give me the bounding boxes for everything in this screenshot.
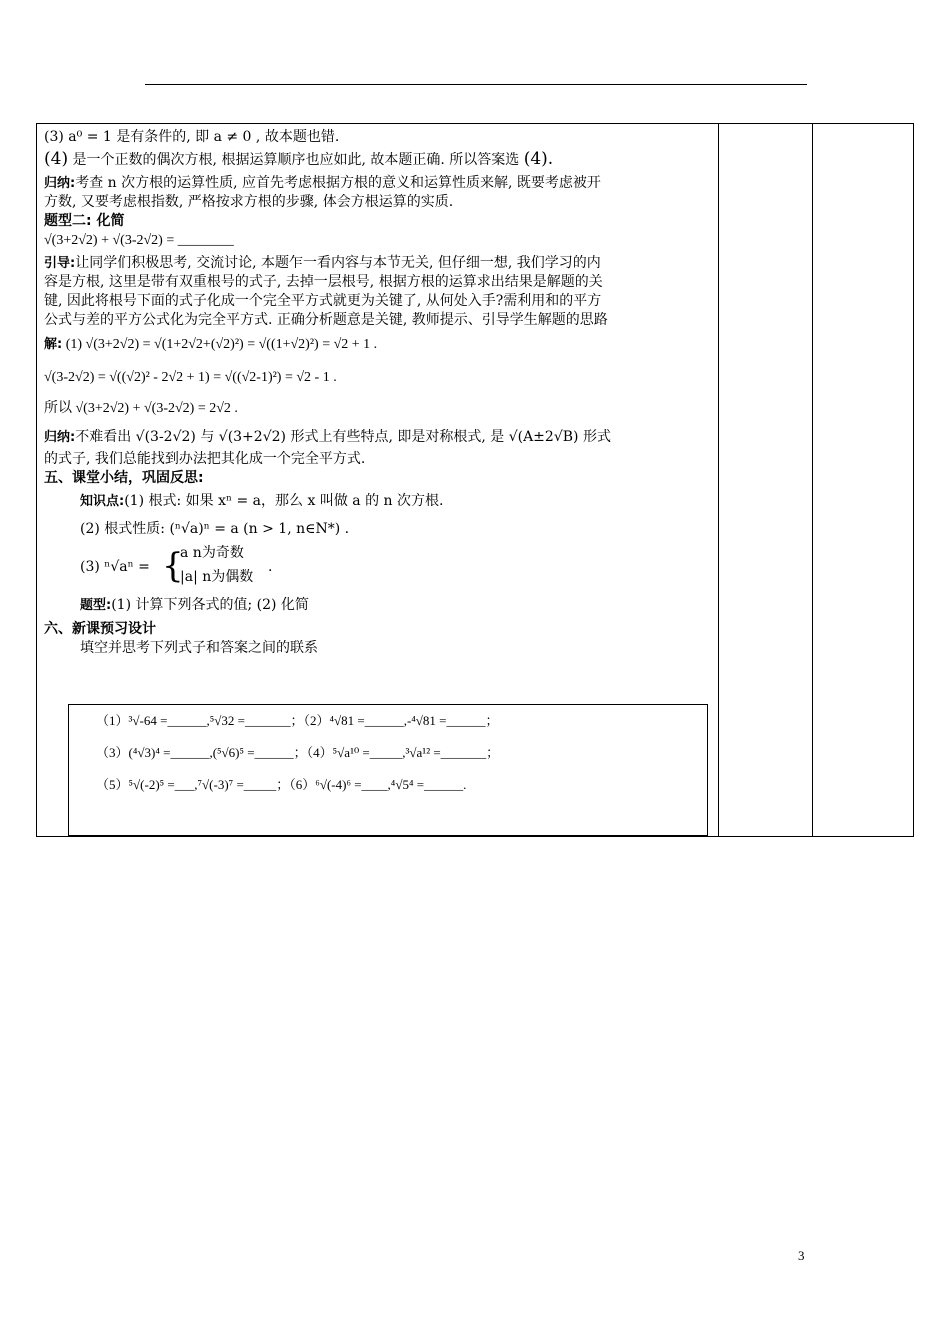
text-span: (1) 计算下列各式的值; (2) 化简	[111, 597, 309, 613]
section-title: 题型二: 化简	[44, 213, 125, 229]
text-line: 键, 因此将根号下面的式子化成一个完全平方式就更为关键了, 从何处入手?需利用和的平方	[44, 293, 602, 309]
text-span: 是一个正数的偶次方根, 根据运算顺序也应如此, 故本题正确. 所以答案选	[72, 152, 520, 168]
exercise-row: （1）³√-64 =______,⁵√32 =_______；（2）⁴√81 =______,-⁴√81 =______；	[96, 713, 499, 728]
text-span: 让同学们积极思考, 交流讨论, 本题乍一看内容与本节无关, 但仔细一想, 我们学习的内	[75, 255, 601, 271]
text-span: 考查 n 次方根的运算性质, 应首先考虑根据方根的意义和运算性质来解, 既要考虑被开	[75, 175, 601, 191]
text-span: 不难看出 √(3-2√2) 与 √(3+2√2) 形式上有些特点, 即是对称根式, 是 √(A±2√B) 形式	[75, 429, 611, 445]
text-line: 的式子, 我们总能找到办法把其化成一个完全平方式.	[44, 451, 366, 467]
math-expression: 所以 √(3+2√2) + √(3-2√2) = 2√2 .	[44, 401, 238, 416]
text-line: (3) a⁰ = 1 是有条件的, 即 a ≠ 0 , 故本题也错.	[44, 129, 340, 145]
summary-line	[44, 424, 716, 450]
math-expression: (1) √(3+2√2) = √(1+2√2+(√2)²) = √((1+√2)²) = √2 + 1 .	[65, 337, 378, 352]
column-divider	[812, 124, 813, 836]
text-line: 公式与差的平方公式化为完全平方式. 正确分析题意是关键, 教师提示、引导学生解题的思路	[44, 312, 608, 328]
main-cell	[44, 128, 716, 658]
text-line: (2) 根式性质: (ⁿ√a)ⁿ = a (n > 1, n∈N*) .	[80, 521, 350, 537]
label-guide: 引导:	[44, 256, 76, 271]
exercise-row: （3）(⁴√3)⁴ =______,(⁵√6)⁵ =______；（4）⁵√a¹⁰ =_____,³√a¹² =_______；	[96, 745, 500, 760]
solution-line	[44, 330, 716, 362]
header-rule	[145, 84, 807, 85]
exercise-row: （5）⁵√(-2)⁵ =___,⁷√(-3)⁷ =_____；（6）⁶√(-4)⁶ =____,⁴√5⁴ =______.	[96, 777, 467, 792]
label-summary: 归纳:	[44, 176, 76, 191]
section-title: 六、新课预习设计	[44, 621, 156, 637]
section-title: 五、课堂小结，巩固反思:	[44, 470, 204, 486]
period: .	[268, 559, 273, 575]
summary-line	[44, 174, 716, 193]
label-types: 题型:	[80, 598, 112, 613]
label-solution: 解:	[44, 337, 63, 352]
question-types-line	[44, 590, 716, 620]
text-line: 容是方根, 这里是带有双重根号的式子, 去掉一层根号, 根据方根的运算求出结果是解题的关	[44, 274, 603, 290]
text-span: (1) 根式: 如果 xⁿ = a，那么 x 叫做 a 的 n 次方根.	[124, 493, 444, 509]
label-summary: 归纳:	[44, 430, 76, 445]
text-line	[44, 150, 716, 174]
answer: (4).	[523, 149, 554, 169]
piecewise-formula	[44, 544, 716, 590]
formula-case: |a| n为偶数	[180, 569, 254, 585]
math-expression: √(3-2√2) = √((√2)² - 2√2 + 1) = √((√2-1)²) = √2 - 1 .	[44, 370, 337, 385]
text-line: 方数, 又要考虑根指数, 严格按求方根的步骤, 体会方根运算的实质.	[44, 194, 454, 210]
column-divider	[718, 124, 719, 836]
page-number: 3	[798, 1248, 805, 1263]
guide-line	[44, 254, 716, 273]
subtitle: 填空并思考下列式子和答案之间的联系	[80, 640, 318, 656]
formula-lhs: (3) ⁿ√aⁿ =	[80, 559, 150, 575]
item-number: (4)	[44, 149, 69, 169]
brace-icon: {	[162, 546, 184, 586]
knowledge-line	[44, 488, 716, 514]
formula-case: a n为奇数	[180, 545, 244, 561]
math-expression: √(3+2√2) + √(3-2√2) = ________	[44, 233, 234, 248]
label-knowledge: 知识点:	[80, 494, 125, 509]
